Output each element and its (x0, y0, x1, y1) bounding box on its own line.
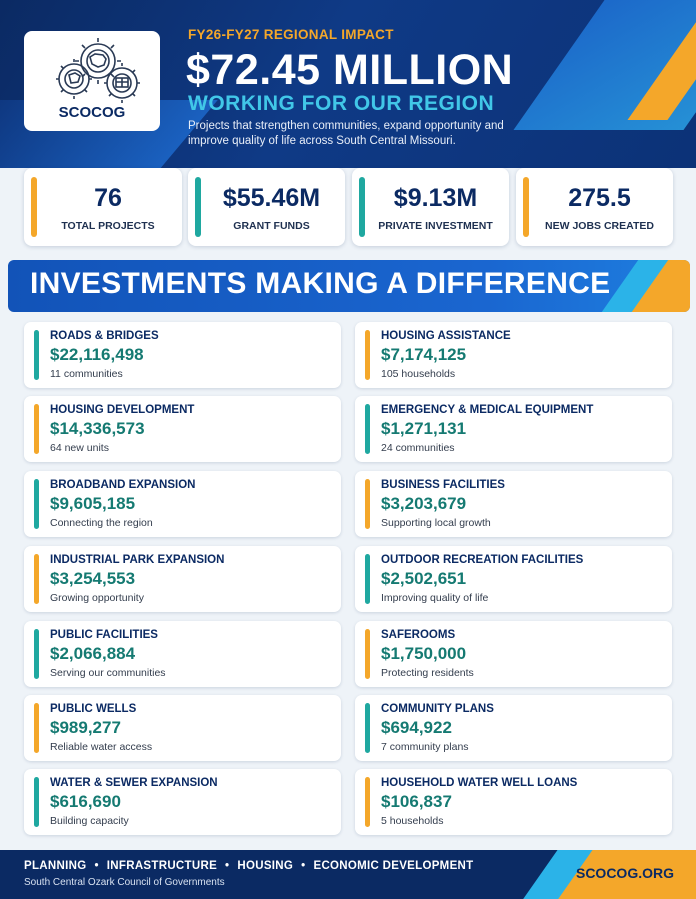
investment-card (24, 322, 341, 388)
stat-label: TOTAL PROJECTS (61, 220, 155, 232)
investment-title: OUTDOOR RECREATION FACILITIES (381, 554, 584, 566)
investment-card (24, 396, 341, 462)
pillar-economic-development: ECONOMIC DEVELOPMENT (313, 860, 474, 872)
investment-note: 105 households (381, 368, 456, 380)
investment-note: 64 new units (50, 442, 109, 454)
card-accent-bar (365, 404, 370, 454)
investment-note: Improving quality of life (381, 592, 489, 604)
investment-note: Growing opportunity (50, 592, 144, 604)
investment-amount: $3,254,553 (50, 569, 136, 588)
card-accent-bar (34, 330, 39, 380)
investment-amount: $694,922 (381, 718, 452, 737)
investment-note: Connecting the region (50, 517, 153, 529)
stat-value: 76 (94, 184, 122, 212)
pillar-planning: PLANNING (24, 860, 87, 872)
investment-note: Reliable water access (50, 741, 153, 753)
investment-card (24, 471, 341, 537)
card-accent-bar (365, 777, 370, 827)
card-accent-bar (365, 330, 370, 380)
investment-card (24, 546, 341, 612)
card-accent-bar (34, 554, 39, 604)
header (0, 0, 696, 168)
stat-value: $55.46M (222, 184, 321, 212)
investment-card (355, 695, 672, 761)
investment-note: 11 communities (50, 368, 123, 380)
investment-note: 5 households (381, 815, 444, 827)
stat-card-private-investment (352, 168, 509, 246)
investment-title: EMERGENCY & MEDICAL EQUIPMENT (381, 404, 594, 416)
investment-note: Supporting local growth (381, 517, 491, 529)
investment-card (355, 322, 672, 388)
subhead: WORKING FOR OUR REGION (188, 92, 495, 115)
card-accent-bar (34, 777, 39, 827)
footer-org-name: South Central Ozark Council of Governments (24, 877, 225, 888)
investment-amount: $106,837 (381, 792, 452, 811)
stat-label: NEW JOBS CREATED (545, 220, 654, 232)
investment-card (24, 769, 341, 835)
investment-card (355, 546, 672, 612)
card-accent-bar (34, 479, 39, 529)
investment-title: BUSINESS FACILITIES (381, 479, 505, 491)
card-accent-bar (365, 703, 370, 753)
bullet-separator: • (94, 860, 99, 872)
stat-accent-bar (31, 177, 37, 237)
section-banner (8, 260, 690, 312)
investment-amount: $2,502,651 (381, 569, 467, 588)
investment-amount: $616,690 (50, 792, 121, 811)
card-accent-bar (34, 404, 39, 454)
investment-card (355, 396, 672, 462)
gears-map-icon (38, 37, 146, 103)
logo (24, 31, 160, 131)
investment-title: SAFEROOMS (381, 629, 456, 641)
investment-title: HOUSING ASSISTANCE (381, 330, 511, 342)
investment-note: Serving our communities (50, 667, 166, 679)
stat-accent-bar (195, 177, 201, 237)
card-accent-bar (34, 629, 39, 679)
investment-amount: $22,116,498 (50, 345, 144, 364)
investment-title: PUBLIC WELLS (50, 703, 137, 715)
card-accent-bar (365, 629, 370, 679)
investment-amount: $989,277 (50, 718, 121, 737)
investment-title: INDUSTRIAL PARK EXPANSION (50, 554, 225, 566)
investment-title: HOUSEHOLD WATER WELL LOANS (381, 777, 578, 789)
stat-accent-bar (359, 177, 365, 237)
bullet-separator: • (225, 860, 230, 872)
investment-card (24, 621, 341, 687)
investment-note: Building capacity (50, 815, 129, 827)
investment-note: 24 communities (381, 442, 455, 454)
card-accent-bar (365, 479, 370, 529)
investment-amount: $2,066,884 (50, 644, 136, 663)
section-title: INVESTMENTS MAKING A DIFFERENCE (30, 267, 611, 300)
stat-card-new-jobs (516, 168, 673, 246)
investment-title: COMMUNITY PLANS (381, 703, 494, 715)
stat-card-total-projects (24, 168, 182, 246)
investment-amount: $14,336,573 (50, 419, 145, 438)
investment-note: Protecting residents (381, 667, 474, 679)
footer-pillars (24, 860, 473, 872)
investment-title: WATER & SEWER EXPANSION (50, 777, 218, 789)
website-link[interactable]: SCOCOG.ORG (575, 865, 674, 881)
card-accent-bar (365, 554, 370, 604)
investment-amount: $7,174,125 (381, 345, 467, 364)
headline: $72.45 MILLION (186, 46, 514, 94)
investment-card (355, 471, 672, 537)
investment-card (24, 695, 341, 761)
investment-title: PUBLIC FACILITIES (50, 629, 158, 641)
bullet-separator: • (301, 860, 306, 872)
stat-accent-bar (523, 177, 529, 237)
investment-note: 7 community plans (381, 741, 469, 753)
investment-amount: $9,605,185 (50, 494, 136, 513)
investment-amount: $3,203,679 (381, 494, 467, 513)
header-description: Projects that strengthen communities, expand opportunity and improve quality of life across South Central Missouri. (188, 120, 504, 147)
stat-value: 275.5 (568, 184, 631, 212)
stat-label: PRIVATE INVESTMENT (378, 220, 493, 232)
investment-title: HOUSING DEVELOPMENT (50, 404, 195, 416)
card-accent-bar (34, 703, 39, 753)
investment-amount: $1,271,131 (381, 419, 467, 438)
stat-card-grant-funds (188, 168, 345, 246)
investment-title: BROADBAND EXPANSION (50, 479, 196, 491)
logo-text: SCOCOG (58, 104, 126, 121)
investment-card (355, 621, 672, 687)
pillar-infrastructure: INFRASTRUCTURE (106, 860, 218, 872)
investment-title: ROADS & BRIDGES (50, 330, 159, 342)
pillar-housing: HOUSING (237, 860, 294, 872)
stat-value: $9.13M (393, 184, 478, 212)
eyebrow: FY26-FY27 REGIONAL IMPACT (188, 27, 394, 42)
stat-label: GRANT FUNDS (233, 220, 310, 232)
investment-amount: $1,750,000 (381, 644, 467, 663)
footer (0, 850, 696, 899)
investment-card (355, 769, 672, 835)
